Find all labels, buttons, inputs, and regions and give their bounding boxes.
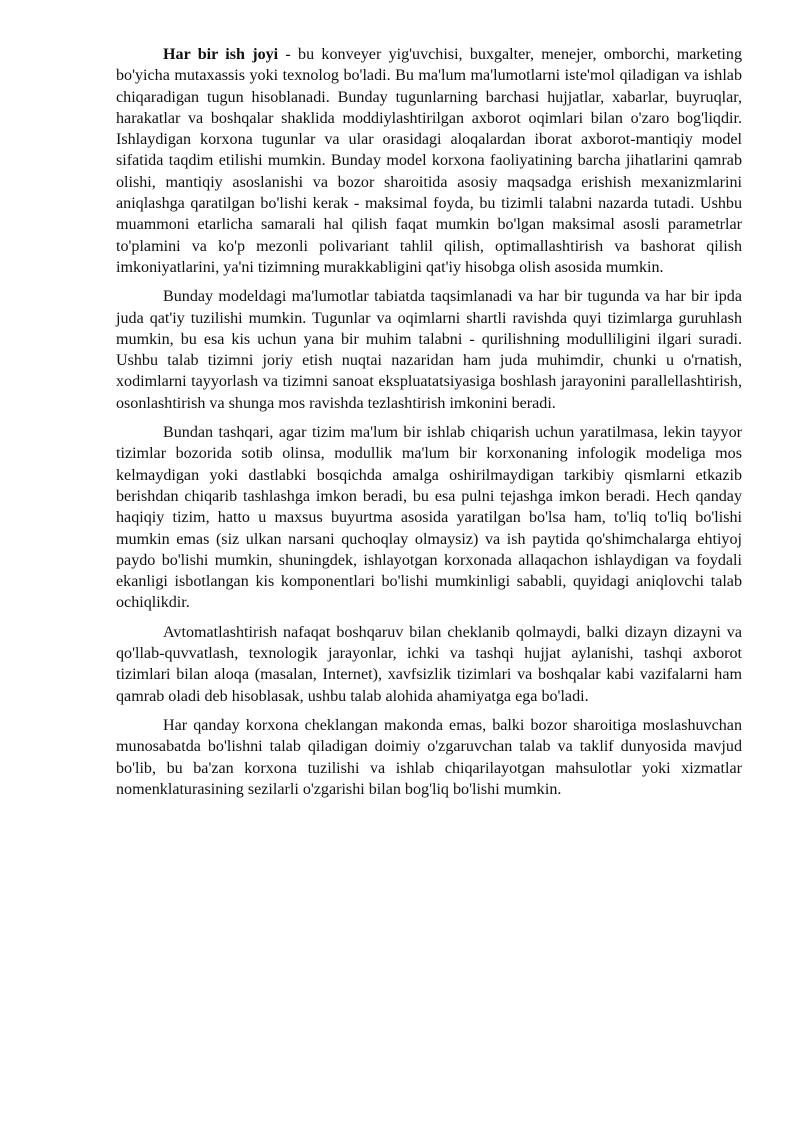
paragraph-1-bold-lead: Har bir ish joyi — [163, 46, 279, 63]
paragraph-2: Bunday modeldagi ma'lumotlar tabiatda taqsimlanadi va har bir tugunda va har bir ipda juda qat'iy tuzilishi mumkin. Tugunlar va oqimlarni shartli ravishda quyi tizimlarga guruhlash mumkin, bu esa kis uchun yana bir muhim talabni - qurilishning modulliligini ilgari suradi. Ushbu talab tizimni joriy etish nuqtai nazaridan ham juda muhimdir, chunki u o'rnatish, xodimlarni tayyorlash va tizimni sanoat ekspluatatsiyasiga boshlash jarayonini parallellashtirish, osonlashtirish va shunga mos ravishda tezlashtirish imkonini beradi. — [116, 288, 742, 412]
paragraph-4: Avtomatlashtirish nafaqat boshqaruv bilan cheklanib qolmaydi, balki dizayn dizayni va qo'llab-quvvatlash, texnologik jarayonlar, ichki va tashqi hujjat aylanishi, tashqi axborot tizimlari bilan aloqa (masalan, Internet), xavfsizlik tizimlari va boshqalar kabi vazifalarni ham qamrab oladi deb hisoblasak, ushbu talab alohida ahamiyatga ega bo'ladi. — [116, 623, 742, 705]
paragraph-3: Bundan tashqari, agar tizim ma'lum bir ishlab chiqarish uchun yaratilmasa, lekin tayyor tizimlar bozorida sotib olinsa, modullik ma'lum bir korxonaning infologik modeliga mos kelmaydigan yoki dastlabki bosqichda amalga oshirilmaydigan tarkibiy qismlarni etkazib berishdan chiqarib tashlashga imkon beradi, bu esa pulni tejashga imkon beradi. Hech qanday haqiqiy tizim, hatto u maxsus buyurtma asosida yaratilgan bo'lsa ham, to'liq to'liq bo'lishi mumkin emas (siz ulkan narsani quchoqlay olmaysiz) va ish paytida qo'shimchalarga ehtiyoj paydo bo'lishi mumkin, shuningdek, ishlayotgan korxonada allaqachon ishlaydigan va foydali ekanligi isbotlangan kis komponentlari bo'lishi mumkinligi sababli, quyidagi aniqlovchi talab ochiqlikdir. — [116, 424, 742, 612]
paragraph-1 — [116, 44, 742, 278]
paragraph-5: Har qanday korxona cheklangan makonda emas, balki bozor sharoitiga moslashuvchan munosabatda bo'lishni talab qiladigan doimiy o'zgaruvchan talab va taklif dunyosida mavjud bo'lib, bu ba'zan korxona tuzilishi va ishlab chiqarilayotgan mahsulotlar yoki xizmatlar nomenklaturasining sezilarli o'zgarishi bilan bog'liq bo'lishi mumkin. — [116, 716, 742, 798]
paragraph-1-text: - bu konveyer yig'uvchisi, buxgalter, menejer, omborchi, marketing bo'yicha mutaxassis yoki texnolog bo'ladi. Bu ma'lum ma'lumotlarni iste'mol qiladigan va ishlab chiqaradigan tugun hisoblanadi. Bunday tugunlarning barchasi hujjatlar, xabarlar, buyruqlar, harakatlar va boshqalar shaklida moddiylashtirilgan axborot oqimlari bilan o'zaro bog'liqdir. Ishlaydigan korxona tugunlar va ular orasidagi aloqalardan iborat axborot-mantiqiy model sifatida taqdim etilishi mumkin. Bunday model korxona faoliyatining barcha jihatlarini qamrab olishi, mantiqiy asoslanishi va bozor sharoitida asosiy maqsadga erishish mexanizmlarini aniqlashga qaratilgan bo'lishi kerak - maksimal foyda, bu tizimli talabni nazarda tutadi. Ushbu muammoni etarlicha samarali hal qilish faqat mumkin bo'lgan maksimal asosli parametrlar to'plamini va ko'p mezonli polivariant tahlil qilish, optimallashtirish va bashorat qilish imkoniyatlarini, ya'ni tizimning murakkabligini qat'iy hisobga olish asosida mumkin. — [116, 46, 742, 276]
